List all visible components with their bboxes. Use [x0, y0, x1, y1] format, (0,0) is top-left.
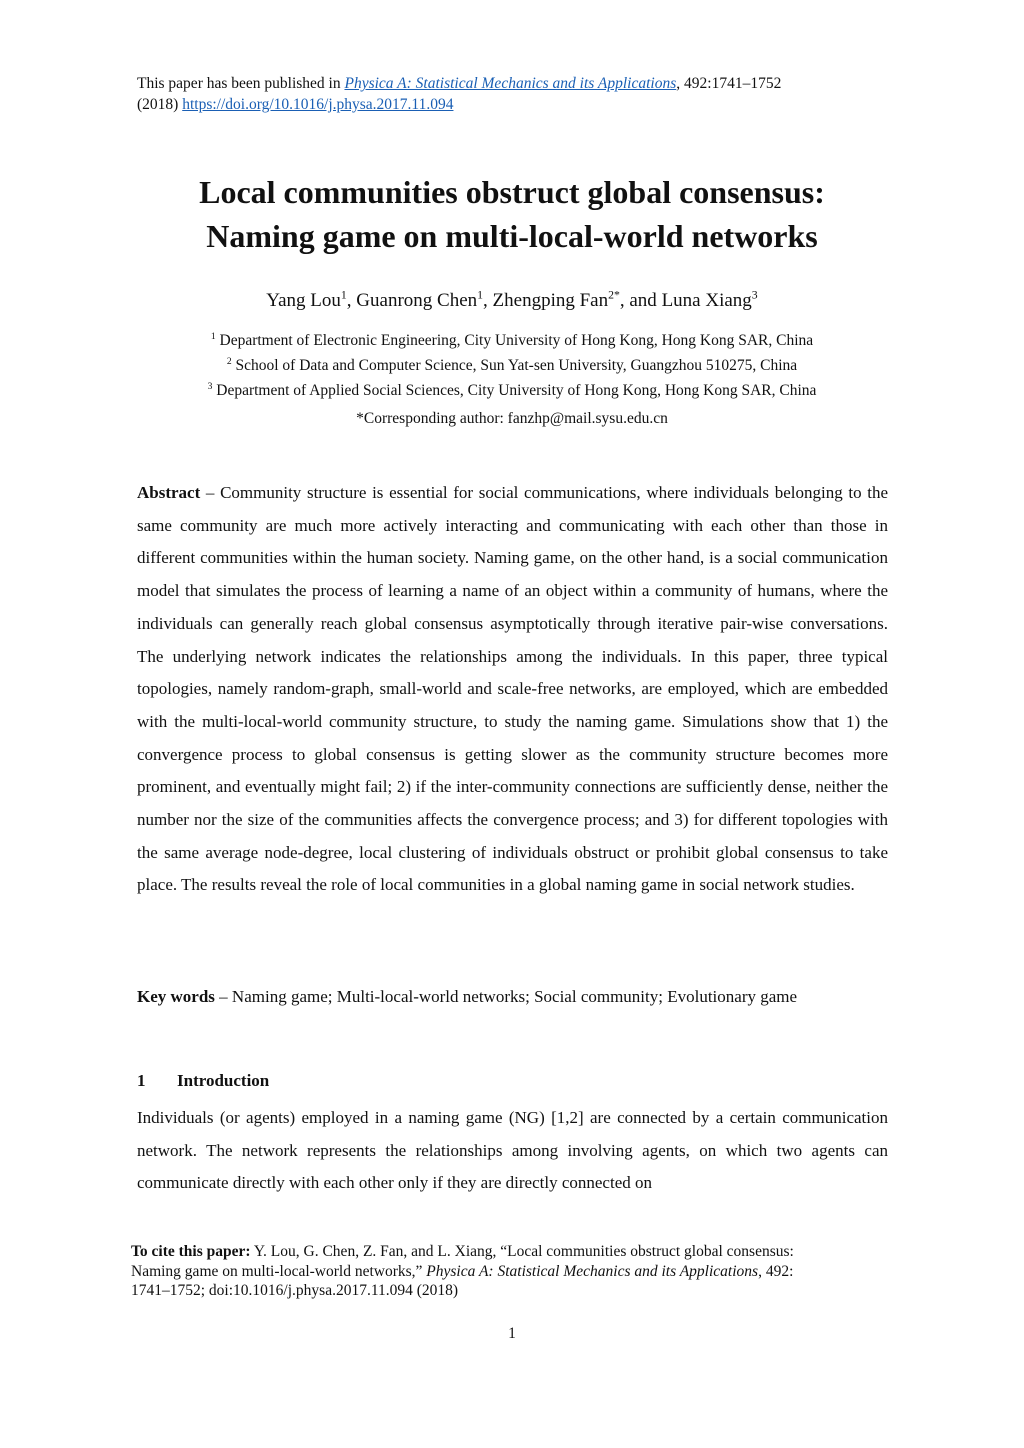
author-separator: , and	[619, 290, 662, 311]
section-title: Introduction	[177, 1071, 270, 1090]
journal-link[interactable]: Physica A: Statistical Mechanics and its Applications	[344, 75, 677, 92]
affiliation	[0, 353, 1024, 378]
publication-note	[137, 73, 897, 115]
affiliation-number: 2	[226, 355, 232, 367]
author-name: Guanrong Chen	[356, 290, 478, 311]
author-name: Yang Lou	[266, 290, 341, 311]
section-heading-introduction	[137, 1068, 269, 1094]
keywords-text: – Naming game; Multi-local-world networks; Social community; Evolutionary game	[214, 987, 798, 1006]
affiliation-number: 3	[207, 380, 213, 392]
abstract-text: – Community structure is essential for social communications, where individuals belonging to the same community are much more actively interacting and communicating with each other than those in different communities within the human society. Naming game, on the other hand, is a social communication model that simulates the process of learning a name of an object within a community of humans, where the individuals can generally reach global consensus asymptotically through iterative pair-wise conversations. The underlying network indicates the relationships among the individuals. In this paper, three typical topologies, namely random-graph, small-world and scale-free networks, are employed, which are embedded with the multi-local-world community structure, to study the naming game. Simulations show that 1) the convergence process to global consensus is getting slower as the community structure becomes more prominent, and eventually might fail; 2) if the inter-community connections are sufficiently dense, neither the number nor the size of the communities affects the convergence process; and 3) for different topologies with the same average node-degree, local clustering of individuals obstruct or prohibit global consensus to take place. The results reveal the role of local communities in a global naming game in social network studies.	[137, 483, 888, 895]
publication-volume-pages: , 492:1741–1752	[676, 75, 782, 92]
citation-authors: Y. Lou, G. Chen, Z. Fan, and L. Xiang, “Local communities obstruct global consensus: Naming game on multi-local-world networks,”	[131, 1243, 794, 1280]
abstract	[137, 477, 888, 902]
doi-link[interactable]: https://doi.org/10.1016/j.physa.2017.11.094	[182, 96, 454, 113]
affiliation-text: School of Data and Computer Science, Sun Yat-sen University, Guangzhou 510275, China	[231, 357, 798, 374]
author-separator: ,	[346, 290, 357, 311]
author-separator: ,	[483, 290, 493, 311]
publication-note-prefix: This paper has been published in	[137, 75, 345, 92]
paper-title-line-1: Local communities obstruct global consensus:	[199, 174, 825, 210]
keywords	[137, 983, 888, 1011]
introduction-paragraph: Individuals (or agents) employed in a naming game (NG) [1,2] are connected by a certain communication network. The network represents the relationships among involving agents, on which two agents can communicate directly with each other only if they are directly connected on	[137, 1108, 888, 1193]
citation-label: To cite this paper:	[131, 1243, 251, 1260]
section-number: 1	[137, 1071, 146, 1090]
affiliation-text: Department of Applied Social Sciences, City University of Hong Kong, Hong Kong SAR, China	[212, 382, 817, 399]
paper-title	[0, 170, 1024, 258]
author-affiliation-mark: 1	[477, 288, 484, 302]
author-affiliation-mark: 3	[751, 288, 758, 302]
citation-details: , 492: 1741–1752; doi:10.1016/j.physa.2017.11.094 (2018)	[131, 1262, 794, 1299]
affiliation-text: Department of Electronic Engineering, City University of Hong Kong, Hong Kong SAR, China	[215, 332, 814, 349]
author-list	[0, 288, 1024, 314]
author-affiliation-mark: 1	[340, 288, 347, 302]
author-name: Luna Xiang	[661, 290, 752, 311]
publication-year: (2018)	[137, 96, 183, 113]
page-number: 1	[508, 1325, 516, 1342]
affiliation-list	[0, 328, 1024, 403]
author-name: Zhengping Fan	[492, 290, 609, 311]
keywords-label: Key words	[137, 987, 215, 1006]
citation-journal: Physica A: Statistical Mechanics and its Applications	[426, 1262, 759, 1280]
citation-note	[131, 1242, 831, 1301]
affiliation-number: 1	[210, 330, 216, 342]
paper-title-line-2: Naming game on multi-local-world networks	[206, 218, 818, 254]
abstract-label: Abstract	[137, 483, 201, 502]
affiliation	[0, 378, 1024, 403]
corresponding-author: *Corresponding author: fanzhp@mail.sysu.edu.cn	[356, 410, 668, 427]
affiliation	[0, 328, 1024, 353]
author-affiliation-mark: 2*	[608, 288, 620, 302]
